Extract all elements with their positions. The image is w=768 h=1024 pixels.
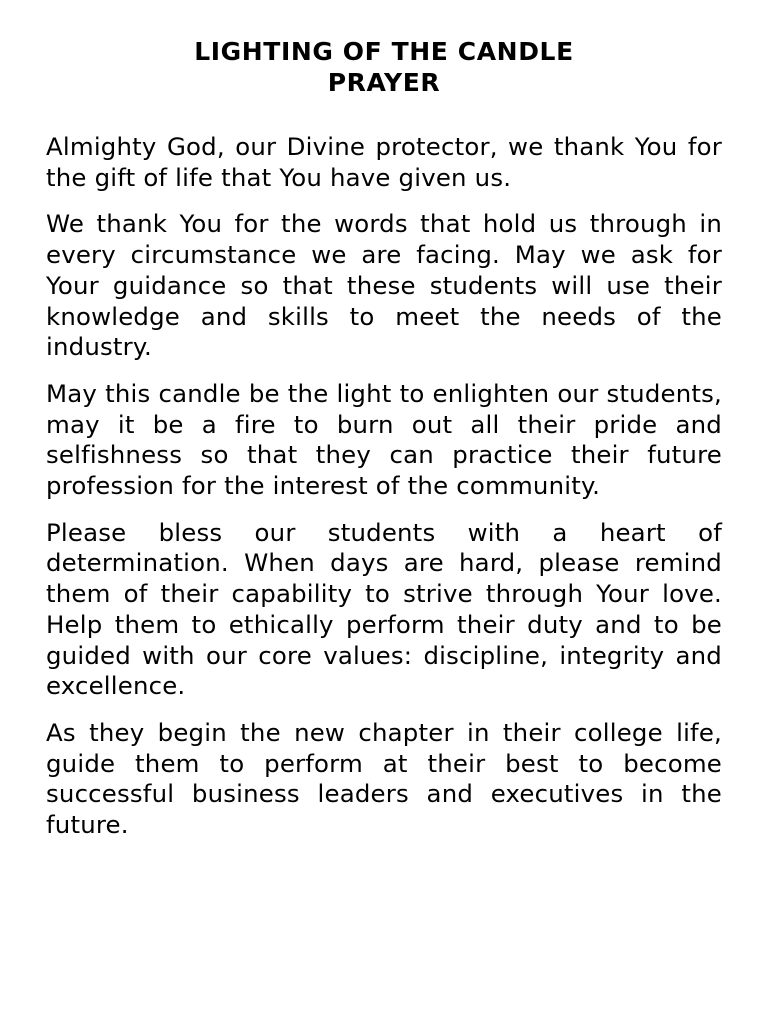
paragraph-4: Please bless our students with a heart of determination. When days are hard, please remind them of their capability to strive through Your love. Help them to ethically perform their duty and to be guided with our core values: discipline, integrity and excellence. — [46, 517, 722, 701]
paragraph-1: Almighty God, our Divine protector, we thank You for the gift of life that You have given us. — [46, 132, 722, 192]
paragraph-3: May this candle be the light to enlighten our students, may it be a fire to burn out all their pride and selfishness so that they can practice their future profession for the interest of the community. — [46, 378, 722, 501]
document-title — [46, 36, 722, 98]
title-line-2: PRAYER — [327, 68, 441, 97]
paragraph-5: As they begin the new chapter in their college life, guide them to perform at their best to become successful business leaders and executives in the future. — [46, 717, 722, 840]
title-line-1: LIGHTING OF THE CANDLE — [194, 37, 574, 66]
prayer-body — [46, 132, 722, 841]
paragraph-2: We thank You for the words that hold us through in every circumstance we are facing. May we ask for Your guidance so that these students will use their knowledge and skills to meet the needs of the industry. — [46, 209, 722, 362]
document-page — [46, 36, 722, 857]
